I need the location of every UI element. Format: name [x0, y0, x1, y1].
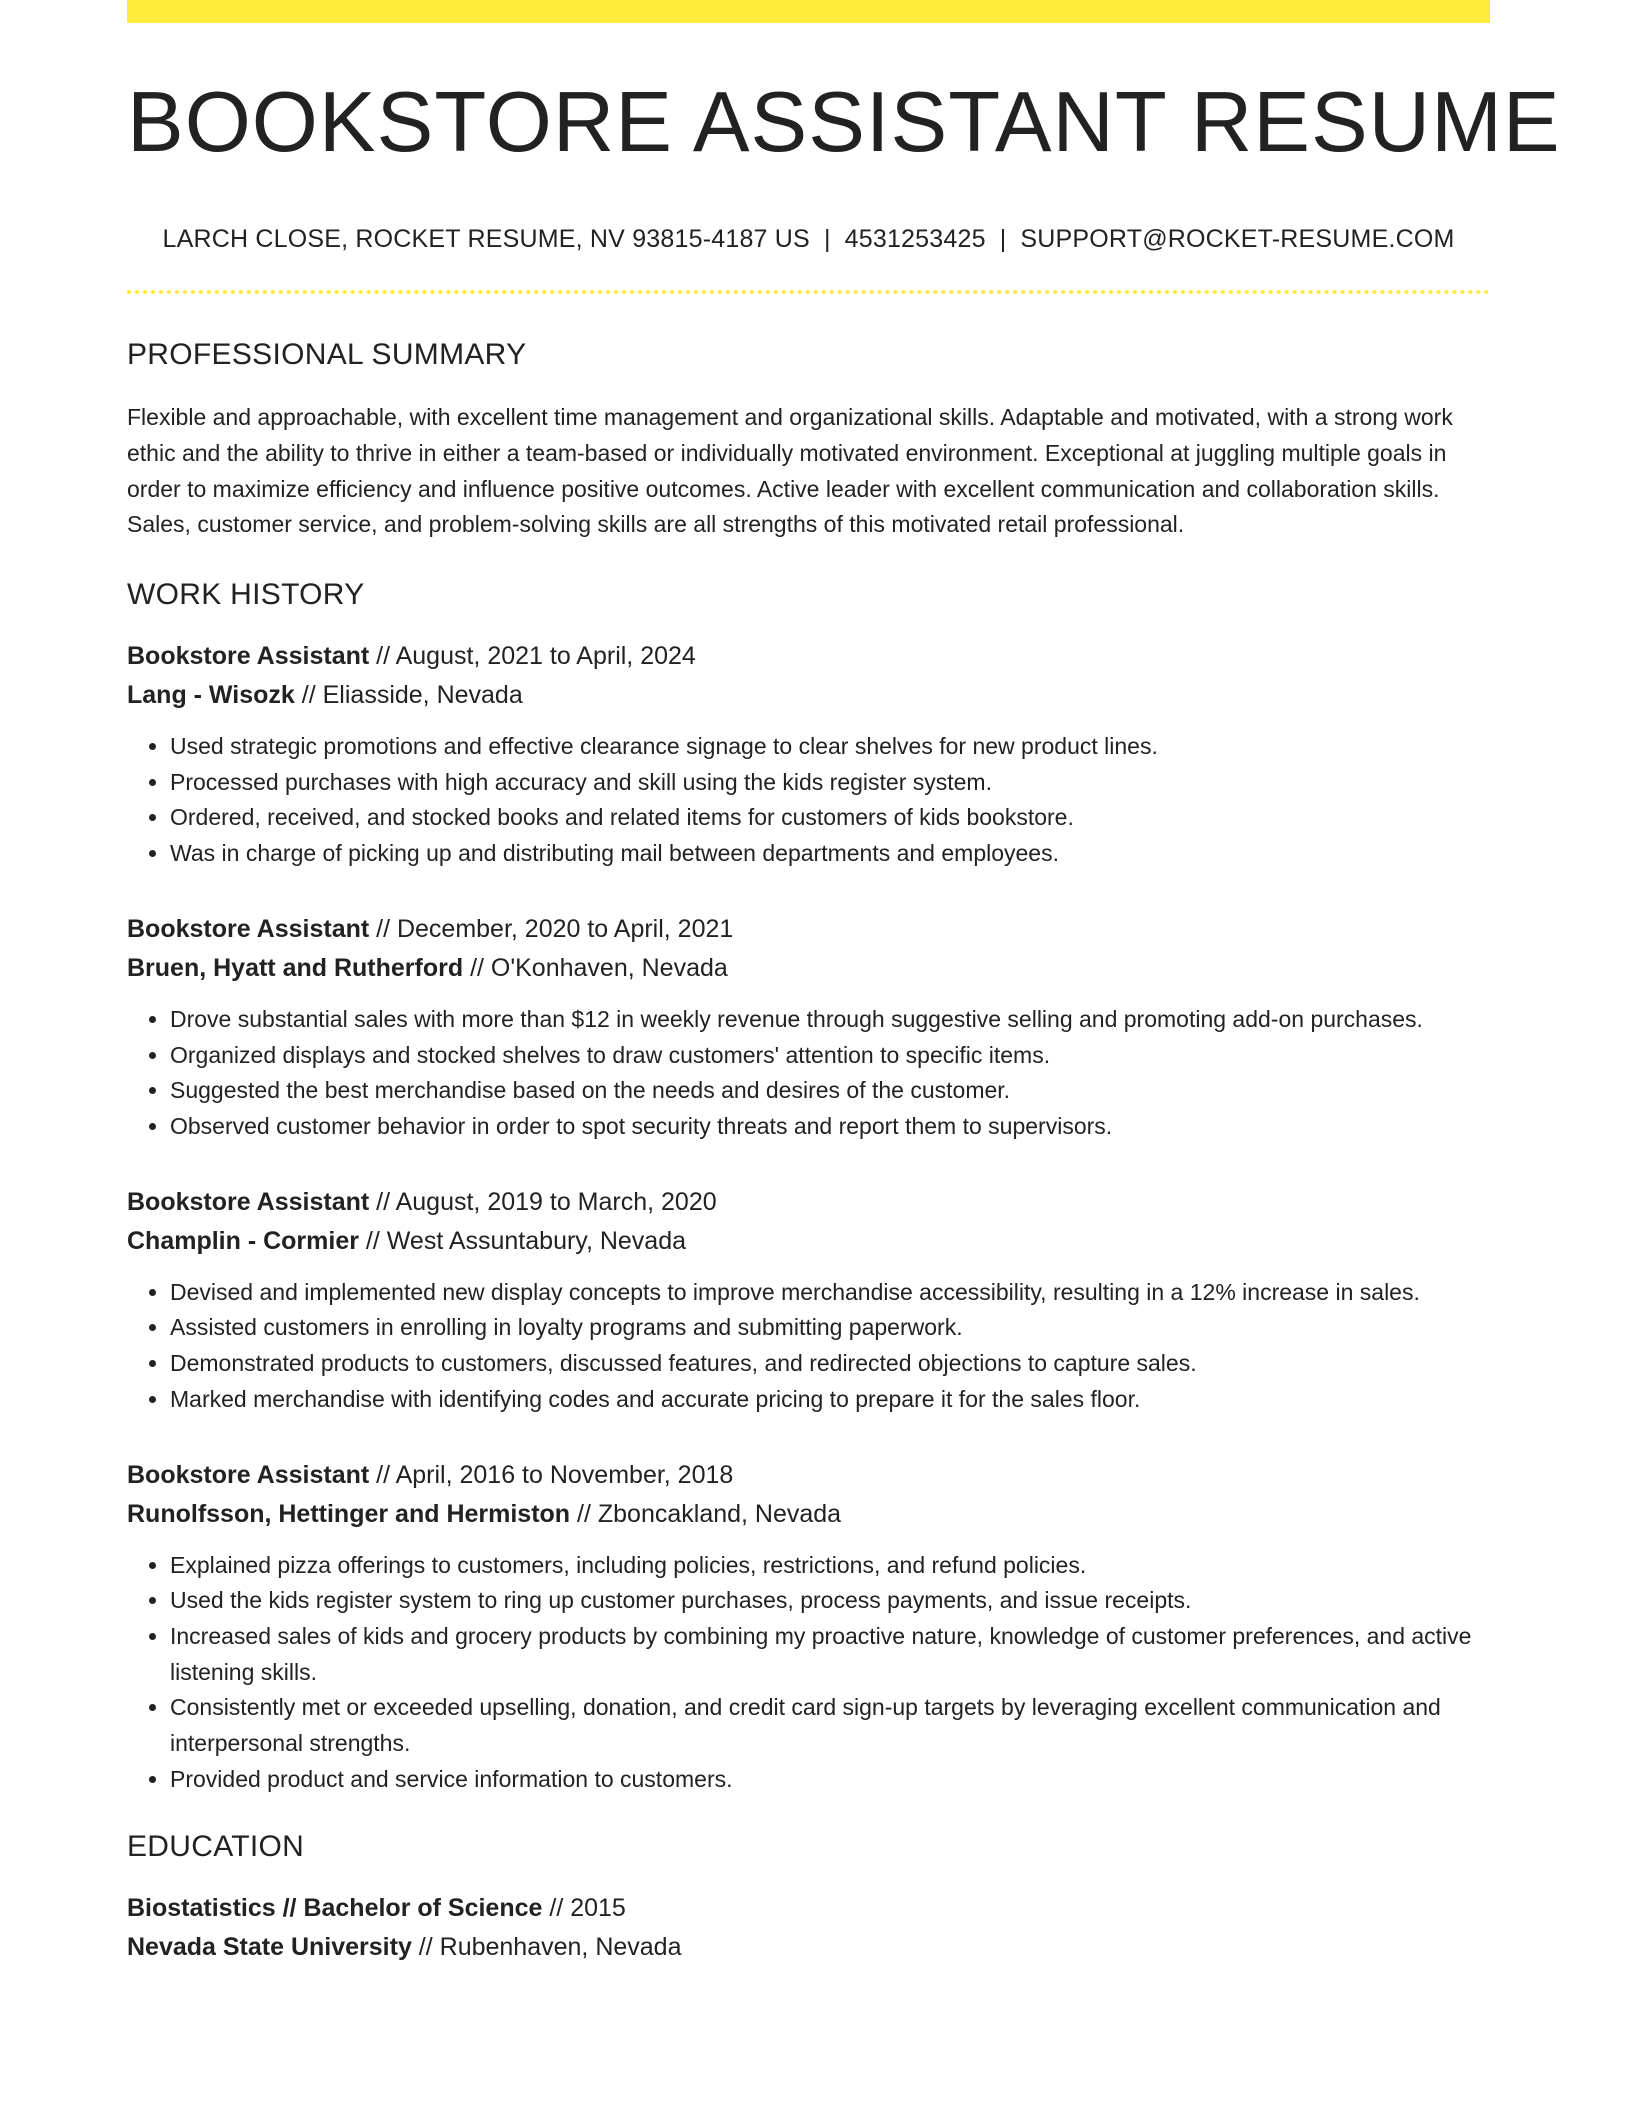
job-bullet: • Used the kids register system to ring up customer purchases, process payments, and issue receipts. — [170, 1583, 1490, 1619]
resume-page — [127, 0, 1561, 1967]
job-role: Bookstore Assistant — [127, 1187, 370, 1216]
top-accent-bar — [127, 0, 1490, 23]
job-location: // West Assuntabury, Nevada — [358, 1226, 686, 1255]
job-bullet: • Marked merchandise with identifying codes and accurate pricing to prepare it for the sales floor. — [170, 1382, 1490, 1418]
job-role: Bookstore Assistant — [127, 642, 370, 671]
job-dates: // December, 2020 to April, 2021 — [369, 914, 734, 943]
job-entry — [127, 637, 1490, 872]
job-role: Bookstore Assistant — [127, 1460, 370, 1489]
contact-separator: | — [823, 225, 831, 254]
job-bullets — [127, 1002, 1490, 1145]
contact-separator: | — [999, 225, 1007, 254]
contact-address: LARCH CLOSE, ROCKET RESUME, NV 93815-4187 US — [162, 225, 810, 254]
job-dates: // August, 2021 to April, 2024 — [369, 642, 696, 671]
job-company-line — [127, 676, 1490, 715]
contact-line — [127, 225, 1490, 254]
job-role: Bookstore Assistant — [127, 914, 370, 943]
job-bullet: • Provided product and service information to customers. — [170, 1762, 1490, 1798]
summary-heading: PROFESSIONAL SUMMARY — [127, 338, 527, 372]
job-dates: // April, 2016 to November, 2018 — [369, 1460, 734, 1489]
job-role-line — [127, 1183, 1490, 1222]
job-bullets — [127, 729, 1490, 872]
job-bullets — [127, 1275, 1490, 1418]
job-entry — [127, 910, 1490, 1145]
job-role-line — [127, 1456, 1490, 1495]
job-entry — [127, 1456, 1490, 1798]
job-bullets — [127, 1548, 1490, 1798]
job-bullet: • Ordered, received, and stocked books and related items for customers of kids bookstore. — [170, 800, 1490, 836]
job-bullet: • Consistently met or exceeded upselling, donation, and credit card sign-up targets by leveraging excellent communication and interpersonal strengths. — [170, 1690, 1490, 1761]
education-school-line — [127, 1928, 1490, 1967]
contact-email: SUPPORT@ROCKET-RESUME.COM — [1020, 225, 1455, 254]
job-bullet: • Explained pizza offerings to customers, including policies, restrictions, and refund policies. — [170, 1548, 1490, 1584]
job-bullet: • Demonstrated products to customers, discussed features, and redirected objections to capture sales. — [170, 1346, 1490, 1382]
education-heading: EDUCATION — [127, 1830, 305, 1864]
education-year: // 2015 — [542, 1894, 626, 1923]
job-bullet: • Was in charge of picking up and distributing mail between departments and employees. — [170, 836, 1490, 872]
education-school: Nevada State University — [127, 1933, 412, 1962]
job-company: Lang - Wisozk — [127, 681, 295, 710]
education-entry — [127, 1889, 1490, 1967]
job-location: // Eliasside, Nevada — [294, 681, 523, 710]
job-bullet: • Suggested the best merchandise based on the needs and desires of the customer. — [170, 1073, 1490, 1109]
education-location: // Rubenhaven, Nevada — [411, 1933, 682, 1962]
job-dates: // August, 2019 to March, 2020 — [369, 1187, 717, 1216]
education-degree: Biostatistics // Bachelor of Science — [127, 1894, 543, 1923]
job-bullet: • Organized displays and stocked shelves to draw customers' attention to specific items. — [170, 1038, 1490, 1074]
contact-phone: 4531253425 — [844, 225, 986, 254]
summary-text: Flexible and approachable, with excellent time management and organizational skills. Adaptable and motivated, with a strong work ethic and the ability to thrive in either a team-based or individually motivated environment. Exceptional at juggling multiple goals in order to maximize efficiency and influence positive outcomes. Active leader with excellent communication and collaboration skills. Sales, customer service, and problem-solving skills are all strengths of this motivated retail professional. — [127, 404, 1453, 538]
education-degree-line — [127, 1889, 1490, 1928]
job-company: Runolfsson, Hettinger and Hermiston — [127, 1499, 571, 1528]
job-location: // O'Konhaven, Nevada — [463, 953, 728, 982]
job-company: Champlin - Cormier — [127, 1226, 359, 1255]
job-company-line — [127, 1495, 1490, 1534]
job-role-line — [127, 910, 1490, 949]
job-bullet: • Observed customer behavior in order to spot security threats and report them to supervisors. — [170, 1109, 1490, 1145]
job-entry — [127, 1183, 1490, 1418]
job-role-line — [127, 637, 1490, 676]
job-bullet: • Assisted customers in enrolling in loyalty programs and submitting paperwork. — [170, 1310, 1490, 1346]
dotted-divider — [127, 290, 1490, 294]
job-location: // Zboncakland, Nevada — [570, 1499, 842, 1528]
work-history-heading: WORK HISTORY — [127, 578, 365, 612]
job-company: Bruen, Hyatt and Rutherford — [127, 953, 464, 982]
job-bullet: • Processed purchases with high accuracy and skill using the kids register system. — [170, 765, 1490, 801]
job-bullet: • Used strategic promotions and effective clearance signage to clear shelves for new product lines. — [170, 729, 1490, 765]
job-bullet: • Drove substantial sales with more than $12 in weekly revenue through suggestive selling and promoting add-on purchases. — [170, 1002, 1490, 1038]
resume-title: BOOKSTORE ASSISTANT RESUME — [127, 75, 1561, 170]
job-bullet: • Devised and implemented new display concepts to improve merchandise accessibility, resulting in a 12% increase in sales. — [170, 1275, 1490, 1311]
job-company-line — [127, 949, 1490, 988]
job-company-line — [127, 1222, 1490, 1261]
job-bullet: • Increased sales of kids and grocery products by combining my proactive nature, knowledge of customer preferences, and active listening skills. — [170, 1619, 1490, 1690]
